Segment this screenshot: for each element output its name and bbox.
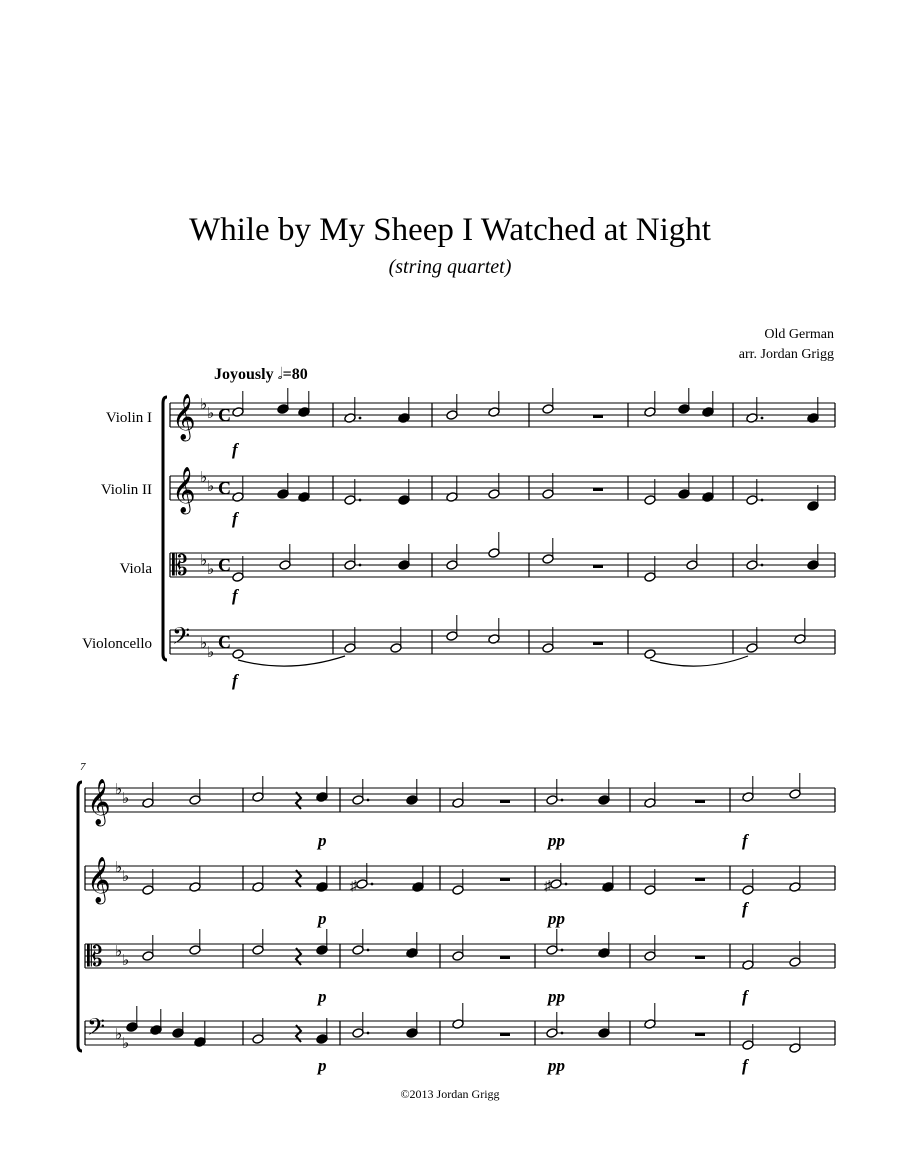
dot (561, 949, 564, 952)
dot (761, 564, 764, 567)
dot (371, 883, 374, 886)
dot (565, 883, 568, 886)
dynamic-f: f (232, 509, 238, 528)
bass-clef-icon: 𝄢 (87, 1013, 106, 1046)
dynamic-f: f (232, 671, 238, 690)
treble-clef-icon: 𝄞 (172, 394, 196, 440)
system-2 (78, 773, 835, 1075)
treble-clef-icon: 𝄞 (87, 857, 111, 903)
half-rest (695, 956, 705, 959)
flat-icon: ♭ (122, 1036, 130, 1052)
half-rest (500, 878, 510, 881)
flat-icon: ♭ (115, 860, 123, 876)
alto-clef-icon: 𝄡 (172, 549, 188, 582)
flat-icon: ♭ (122, 953, 130, 969)
flat-icon: ♭ (207, 562, 215, 578)
half-rest (695, 878, 705, 881)
whole-note (644, 649, 656, 660)
dot (561, 799, 564, 802)
dot (359, 564, 362, 567)
score-subtitle: (string quartet) (388, 256, 512, 278)
flat-icon: ♭ (207, 479, 215, 495)
dot (761, 417, 764, 420)
dynamic-p: p (318, 831, 327, 850)
arranger: arr. Jordan Grigg (738, 347, 834, 362)
half-rest (500, 956, 510, 959)
treble-clef-icon: 𝄞 (172, 467, 196, 513)
sharp-icon: ♯ (350, 879, 357, 894)
system-bracket (78, 782, 82, 1051)
common-time-icon: C (218, 555, 231, 575)
common-time-icon: C (218, 632, 231, 652)
tempo-text: Joyously (214, 366, 274, 383)
dynamic-f: f (742, 987, 748, 1006)
dynamic-f: f (742, 831, 748, 850)
whole-note (232, 649, 244, 660)
dot (367, 799, 370, 802)
dot (359, 417, 362, 420)
dynamic-pp: pp (548, 831, 565, 850)
half-rest (695, 1033, 705, 1036)
flat-icon: ♭ (200, 470, 208, 486)
alto-clef-icon: 𝄡 (87, 940, 103, 973)
score-title: While by My Sheep I Watched at Night (189, 212, 711, 248)
half-rest (593, 642, 603, 645)
system-bracket (163, 397, 167, 660)
instrument-label-violin-1: Violin I (105, 410, 152, 426)
instrument-label-viola: Viola (119, 561, 152, 577)
dynamic-f: f (232, 586, 238, 605)
dot (761, 499, 764, 502)
system-1 (163, 388, 835, 690)
dynamic-f: f (742, 899, 748, 918)
dot (367, 949, 370, 952)
flat-icon: ♭ (200, 553, 208, 569)
common-time-icon: C (218, 405, 231, 425)
dynamic-pp: pp (548, 909, 565, 928)
flat-icon: ♭ (122, 869, 130, 885)
tie (650, 656, 748, 666)
dynamic-pp: pp (548, 1056, 565, 1075)
dynamic-f: f (232, 440, 238, 459)
common-time-icon: C (218, 478, 231, 498)
flat-icon: ♭ (115, 1027, 123, 1043)
flat-icon: ♭ (115, 782, 123, 798)
dot (367, 1032, 370, 1035)
dot (561, 1032, 564, 1035)
instrument-label-violoncello: Violoncello (82, 636, 152, 652)
dynamic-p: p (318, 1056, 327, 1075)
flat-icon: ♭ (115, 944, 123, 960)
half-rest (500, 800, 510, 803)
tempo-value: =80 (282, 366, 308, 383)
copyright: ©2013 Jordan Grigg (400, 1087, 500, 1101)
half-rest (593, 415, 603, 418)
sharp-icon: ♯ (544, 879, 551, 894)
bass-clef-icon: 𝄢 (172, 622, 191, 655)
half-rest (695, 800, 705, 803)
dynamic-pp: pp (548, 987, 565, 1006)
half-note-icon: 𝅗𝅥 (277, 366, 283, 383)
measure-number: 7 (80, 761, 86, 773)
half-rest (500, 1033, 510, 1036)
instrument-label-violin-2: Violin II (100, 482, 152, 498)
treble-clef-icon: 𝄞 (87, 779, 111, 825)
flat-icon: ♭ (122, 791, 130, 807)
dot (359, 499, 362, 502)
dynamic-f: f (742, 1056, 748, 1075)
dynamic-p: p (318, 987, 327, 1006)
composer: Old German (764, 327, 834, 342)
flat-icon: ♭ (200, 636, 208, 652)
half-rest (593, 488, 603, 491)
half-rest (593, 565, 603, 568)
flat-icon: ♭ (207, 406, 215, 422)
tie (238, 656, 345, 666)
flat-icon: ♭ (200, 397, 208, 413)
flat-icon: ♭ (207, 645, 215, 661)
dynamic-p: p (318, 909, 327, 928)
